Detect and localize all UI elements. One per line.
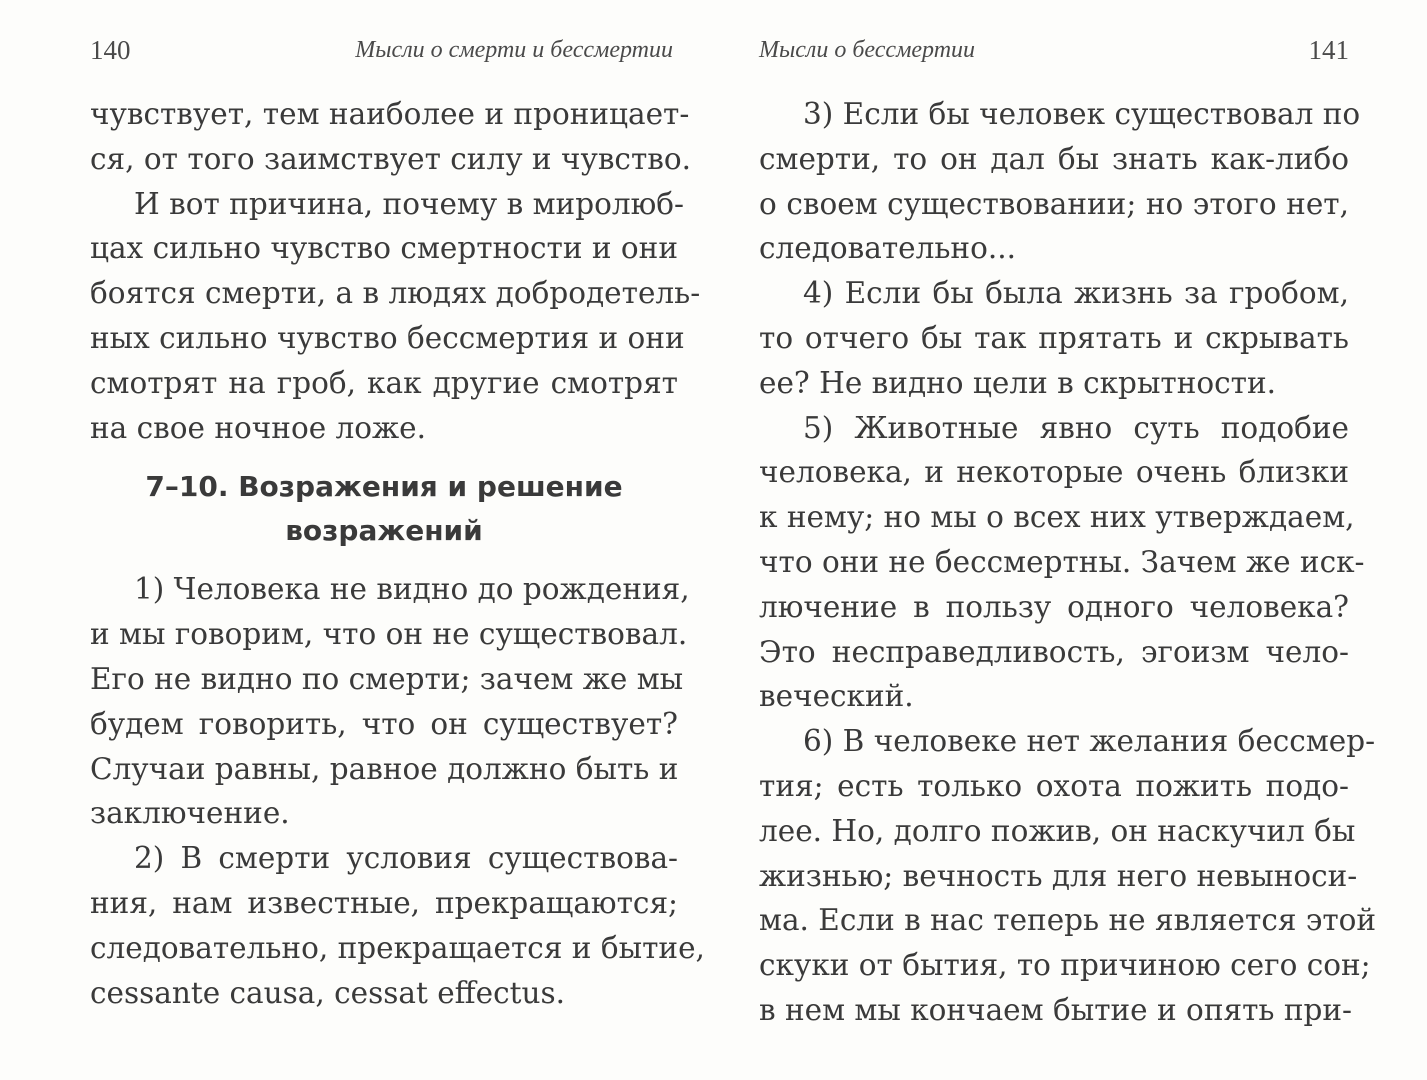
text-line: 4) Если бы была жизнь за гробом, [803, 276, 1349, 311]
text-line: ма. Если в нас теперь не является этой [759, 903, 1377, 938]
text-line: смерти, то он дал бы знать как-либо [759, 141, 1349, 176]
text-line: Это несправедливость, эгоизм чело- [759, 634, 1349, 669]
text-line: 5) Животные явно суть подобие [803, 410, 1349, 445]
text-line: 6) В человеке нет желания бессмер- [803, 724, 1376, 759]
right-page-header [713, 30, 1427, 70]
text-line: ее? Не видно цели в скрытности. [759, 365, 1277, 400]
text-line: ния, нам известные, прекращаются; [90, 885, 678, 920]
left-page-header [0, 30, 713, 70]
section-heading-line-2: возражений [285, 514, 483, 548]
body-text-before-heading [90, 92, 701, 450]
body-text-after-heading [90, 567, 705, 1015]
text-line: жизнью; вечность для него невыноси- [759, 858, 1358, 893]
text-line: 3) Если бы человек существовал по [803, 97, 1361, 131]
page-number: 141 [1308, 35, 1349, 65]
left-page-body [90, 92, 705, 1015]
text-line: cessante causa, cessat effectus. [90, 975, 565, 1010]
section-heading [90, 450, 678, 567]
text-line: ных сильно чувство бессмертия и они [90, 320, 685, 355]
text-line: 1) Человека не видно до рождения, [134, 572, 690, 607]
text-line: лючение в пользу одного человека? [759, 589, 1349, 624]
text-line: к нему; но мы о всех них утверждаем, [759, 500, 1355, 535]
section-heading-line-1: 7–10. Возражения и решение [145, 470, 623, 504]
running-title: Мысли о бессмертии [759, 37, 976, 63]
text-line: ся, от того заимствует силу и чувство. [90, 141, 692, 176]
text-line: человека, и некоторые очень близки [759, 455, 1349, 490]
text-line: будем говорить, что он существует? [90, 706, 678, 741]
text-line: и мы говорим, что он не существовал. [90, 617, 688, 652]
text-line: заключение. [90, 796, 290, 831]
text-line: лее. Но, долго пожив, он наскучил бы [759, 813, 1356, 848]
body-text [759, 92, 1377, 1033]
text-line: веческий. [759, 679, 914, 714]
text-line: тия; есть только охота пожить подо- [759, 768, 1349, 803]
text-line: боятся смерти, а в людях добродетель- [90, 276, 701, 311]
text-line: Его не видно по смерти; зачем же мы [90, 661, 684, 696]
text-line: то отчего бы так прятать и скрывать [759, 320, 1349, 355]
text-line: чувствует, тем наиболее и проницает- [90, 97, 690, 131]
text-line: Случаи равны, равное должно быть и [90, 751, 679, 786]
right-page-body [759, 92, 1377, 1033]
text-line: в нем мы кончаем бытие и опять при- [759, 992, 1353, 1027]
text-line: цах сильно чувство смертности и они [90, 231, 678, 266]
text-line: следовательно, прекращается и бытие, [90, 930, 705, 965]
text-line: смотрят на гроб, как другие смотрят [90, 365, 678, 400]
text-line: 2) В смерти условия существова- [134, 841, 678, 876]
right-page [713, 0, 1427, 1080]
text-line: следовательно... [759, 231, 1016, 266]
left-page [0, 0, 713, 1080]
text-line: что они не бессмертны. Зачем же иск- [759, 544, 1365, 579]
text-line: о своем существовании; но этого нет, [759, 186, 1349, 221]
text-line: на свое ночное ложе. [90, 410, 427, 445]
page-number: 140 [90, 35, 131, 65]
text-line: И вот причина, почему в миролюб- [134, 186, 684, 221]
running-title: Мысли о смерти и бессмертии [355, 37, 673, 63]
text-line: скуки от бытия, то причиною сего сон; [759, 948, 1371, 983]
